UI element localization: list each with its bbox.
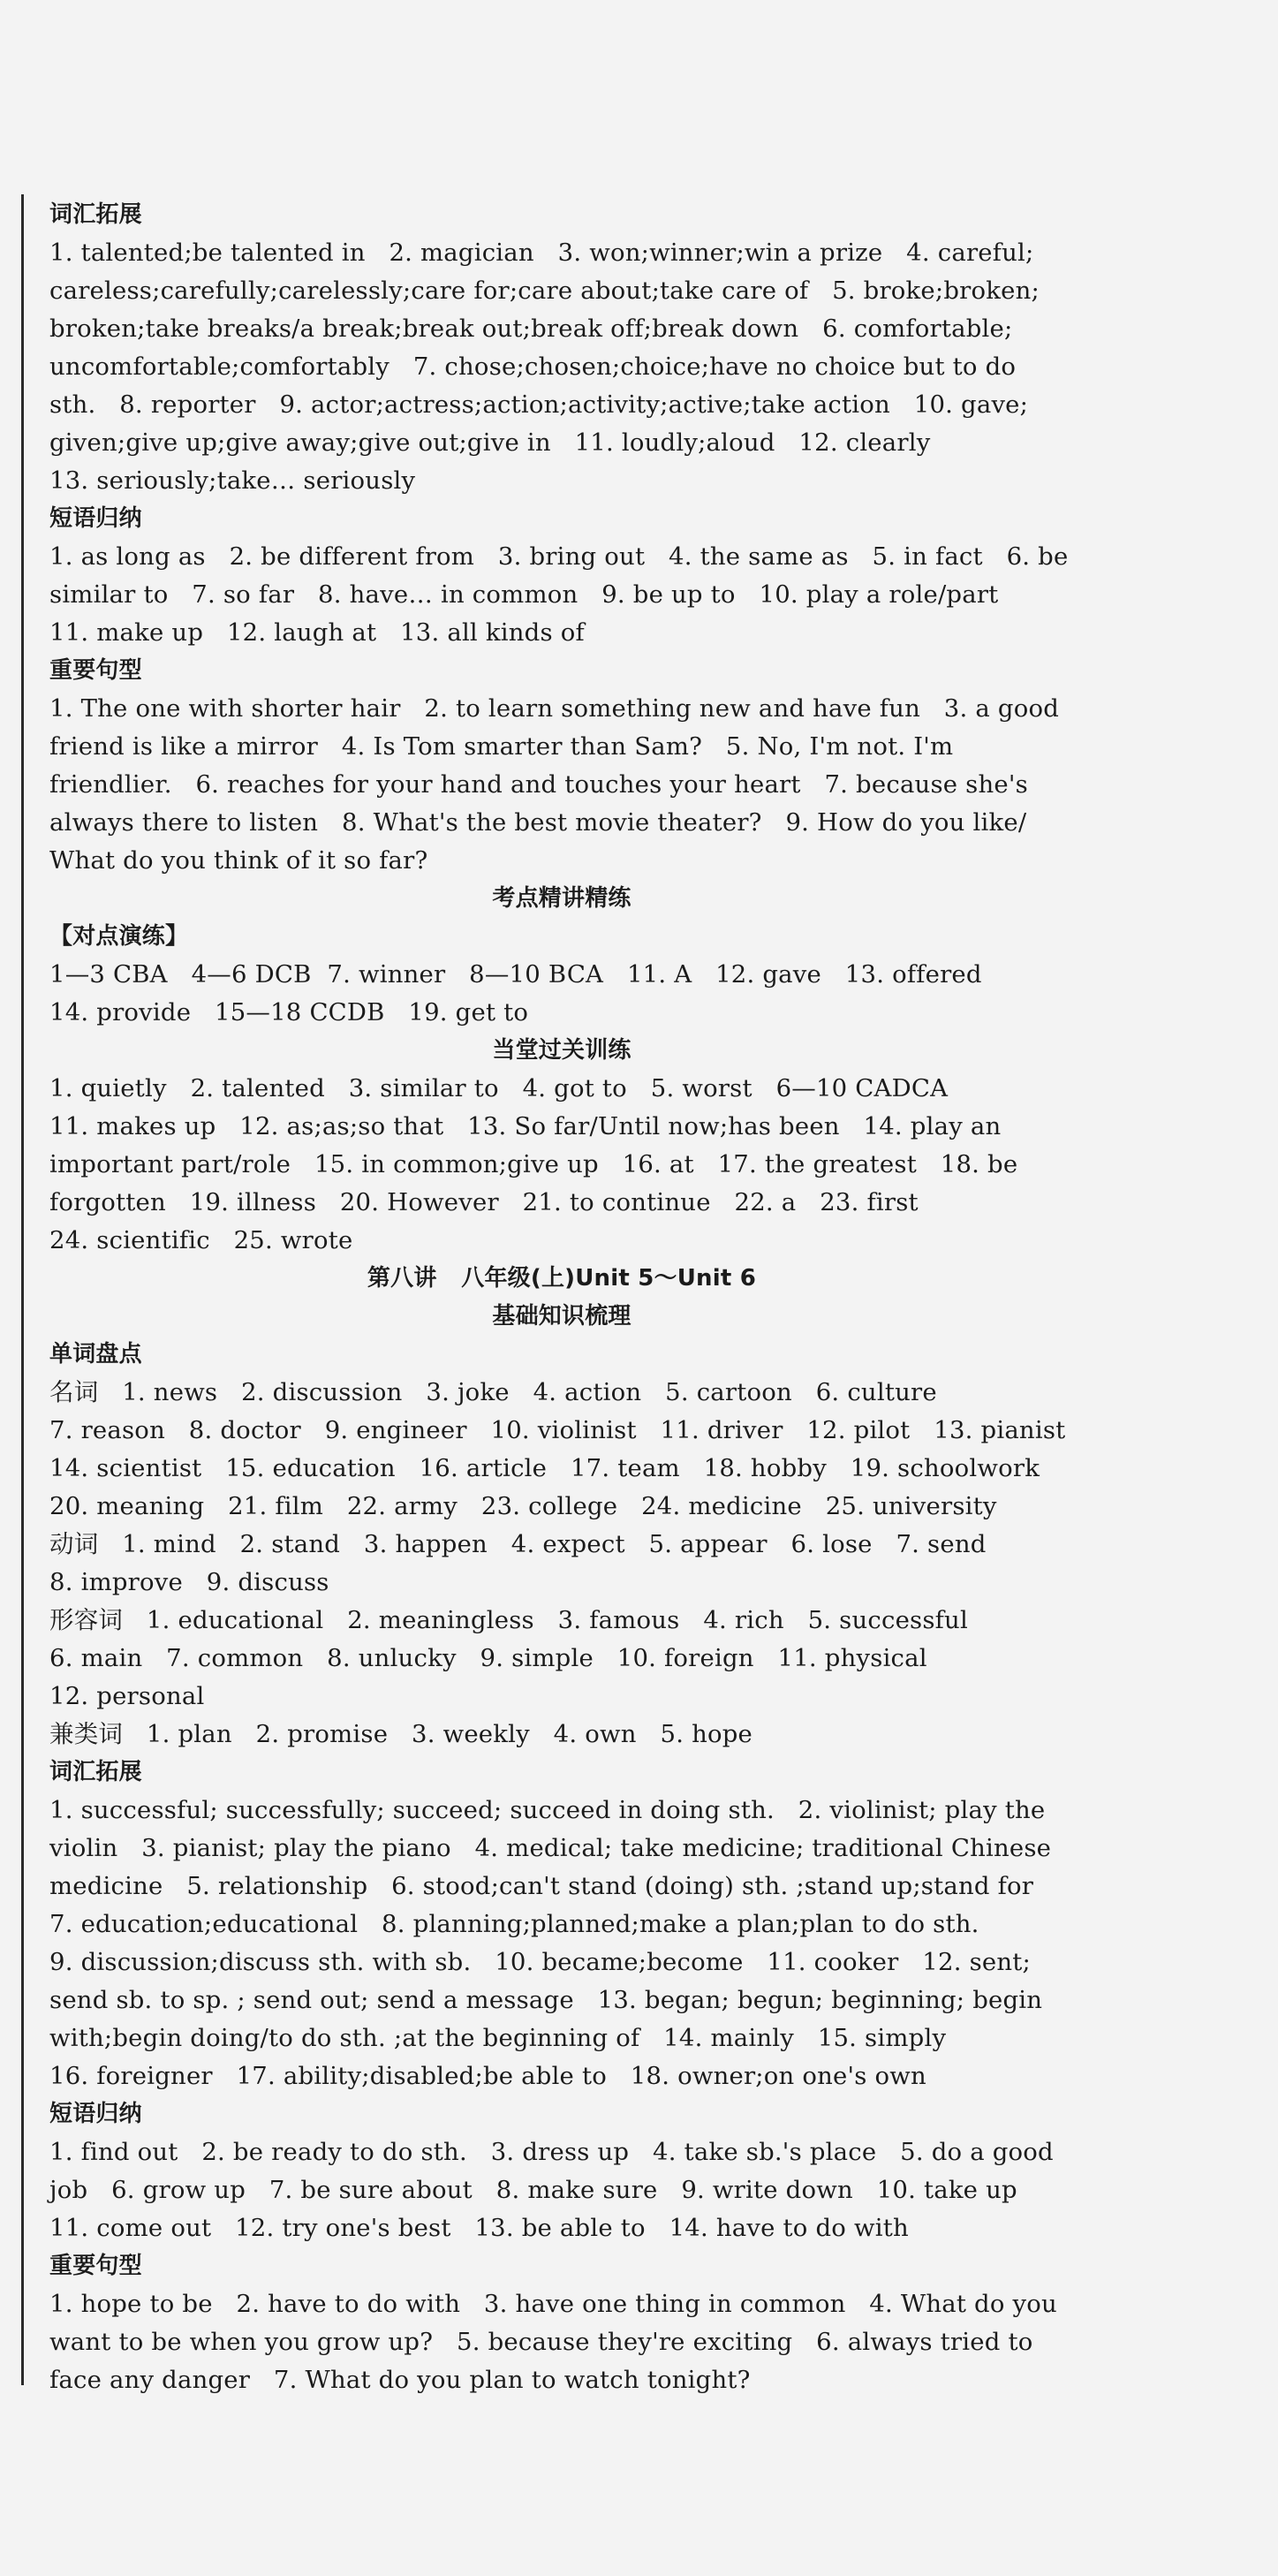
answer-line: similar to 7. so far 8. have… in common 9. be up to 10. play a role/part xyxy=(49,580,999,609)
answer-line: 1. hope to be 2. have to do with 3. have one thing in common 4. What do you xyxy=(49,2290,1057,2318)
answer-line: 兼类词 1. plan 2. promise 3. weekly 4. own 5. hope xyxy=(49,1720,753,1748)
answer-line: 12. personal xyxy=(49,1682,205,1710)
section-heading: 重要句型 xyxy=(49,657,142,684)
answer-line: 20. meaning 21. film 22. army 23. college 24. medicine 25. university xyxy=(49,1492,997,1520)
answer-line: 14. scientist 15. education 16. article 17. team 18. hobby 19. schoolwork xyxy=(49,1454,1040,1482)
answer-line: friend is like a mirror 4. Is Tom smarter than Sam? 5. No, I'm not. I'm xyxy=(49,732,954,761)
answer-line: 7. education;educational 8. planning;planned;make a plan;plan to do sth. xyxy=(49,1910,979,1938)
answer-line: 7. reason 8. doctor 9. engineer 10. violinist 11. driver 12. pilot 13. pianist xyxy=(49,1416,1066,1444)
left-margin-rule xyxy=(21,194,24,2385)
answer-line: careless;carefully;carelessly;care for;care about;take care of 5. broke;broken; xyxy=(49,277,1040,305)
answer-line: important part/role 15. in common;give up 16. at 17. the greatest 18. be xyxy=(49,1150,1018,1178)
centered-title: 考点精讲精练 xyxy=(492,885,631,912)
answer-line: violin 3. pianist; play the piano 4. medical; take medicine; traditional Chinese xyxy=(49,1834,1052,1862)
centered-title: 基础知识梳理 xyxy=(492,1303,631,1330)
section-heading: 【对点演练】 xyxy=(49,923,189,950)
answer-line: 1. find out 2. be ready to do sth. 3. dress up 4. take sb.'s place 5. do a good xyxy=(49,2138,1054,2166)
answer-line: want to be when you grow up? 5. because they're exciting 6. always tried to xyxy=(49,2328,1033,2356)
answer-line: always there to listen 8. What's the best movie theater? 9. How do you like/ xyxy=(49,808,1027,837)
answer-line: 6. main 7. common 8. unlucky 9. simple 10. foreign 11. physical xyxy=(49,1644,927,1672)
answer-line: with;begin doing/to do sth. ;at the beginning of 14. mainly 15. simply xyxy=(49,2024,947,2052)
section-heading: 词汇拓展 xyxy=(49,1759,142,1785)
answer-line: 24. scientific 25. wrote xyxy=(49,1226,353,1254)
answer-line: 1. The one with shorter hair 2. to learn something new and have fun 3. a good xyxy=(49,694,1060,723)
section-heading: 短语归纳 xyxy=(49,505,142,532)
answer-line: sth. 8. reporter 9. actor;actress;action;activity;active;take action 10. gave; xyxy=(49,390,1029,419)
answer-line: medicine 5. relationship 6. stood;can't stand (doing) sth. ;stand up;stand for xyxy=(49,1872,1034,1900)
answer-line: 1. successful; successfully; succeed; succeed in doing sth. 2. violinist; play the xyxy=(49,1796,1046,1824)
answer-line: 1—3 CBA 4—6 DCB 7. winner 8—10 BCA 11. A 12. gave 13. offered xyxy=(49,960,982,989)
answer-key-content xyxy=(49,196,1074,2399)
section-heading: 词汇拓展 xyxy=(49,201,142,228)
answer-line: send sb. to sp. ; send out; send a message 13. began; begun; beginning; begin xyxy=(49,1986,1043,2014)
centered-title: 当堂过关训练 xyxy=(492,1037,631,1064)
answer-line: 11. makes up 12. as;as;so that 13. So far/Until now;has been 14. play an xyxy=(49,1112,1002,1140)
answer-line: 1. talented;be talented in 2. magician 3. won;winner;win a prize 4. careful; xyxy=(49,239,1034,267)
answer-line: 13. seriously;take… seriously xyxy=(49,466,416,495)
answer-line: 1. quietly 2. talented 3. similar to 4. got to 5. worst 6—10 CADCA xyxy=(49,1074,949,1102)
answer-line: 动词 1. mind 2. stand 3. happen 4. expect 5. appear 6. lose 7. send xyxy=(49,1530,987,1558)
answer-line: 8. improve 9. discuss xyxy=(49,1568,329,1596)
answer-line: 14. provide 15—18 CCDB 19. get to xyxy=(49,998,529,1027)
answer-line: 1. as long as 2. be different from 3. bring out 4. the same as 5. in fact 6. be xyxy=(49,542,1069,571)
answer-line: 形容词 1. educational 2. meaningless 3. famous 4. rich 5. successful xyxy=(49,1606,968,1634)
answer-line: job 6. grow up 7. be sure about 8. make sure 9. write down 10. take up xyxy=(49,2176,1017,2204)
centered-title: 第八讲 八年级(上)Unit 5～Unit 6 xyxy=(367,1265,757,1292)
section-heading: 重要句型 xyxy=(49,2253,142,2279)
answer-line: face any danger 7. What do you plan to watch tonight? xyxy=(49,2366,751,2394)
answer-line: 16. foreigner 17. ability;disabled;be able to 18. owner;on one's own xyxy=(49,2062,926,2090)
answer-line: forgotten 19. illness 20. However 21. to continue 22. a 23. first xyxy=(49,1188,919,1216)
answer-line: 11. make up 12. laugh at 13. all kinds of xyxy=(49,618,585,647)
answer-line: friendlier. 6. reaches for your hand and touches your heart 7. because she's xyxy=(49,770,1028,799)
answer-line: 11. come out 12. try one's best 13. be able to 14. have to do with xyxy=(49,2214,909,2242)
answer-line: broken;take breaks/a break;break out;break off;break down 6. comfortable; xyxy=(49,314,1013,343)
answer-line: uncomfortable;comfortably 7. chose;chosen;choice;have no choice but to do xyxy=(49,352,1017,381)
answer-line: 名词 1. news 2. discussion 3. joke 4. action 5. cartoon 6. culture xyxy=(49,1378,937,1406)
answer-line: 9. discussion;discuss sth. with sb. 10. became;become 11. cooker 12. sent; xyxy=(49,1948,1031,1976)
section-heading: 单词盘点 xyxy=(49,1341,142,1368)
section-heading: 短语归纳 xyxy=(49,2101,142,2127)
answer-line: What do you think of it so far? xyxy=(49,846,428,875)
answer-line: given;give up;give away;give out;give in 11. loudly;aloud 12. clearly xyxy=(49,428,931,457)
